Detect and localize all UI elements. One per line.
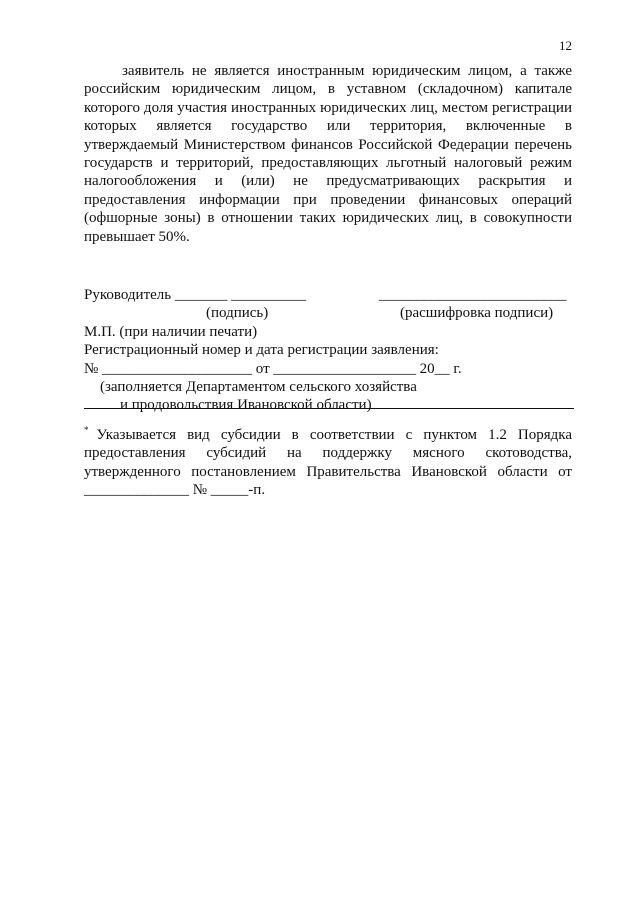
head-signature-line: Руководитель _______ __________	[84, 287, 307, 303]
signature-row	[84, 286, 572, 304]
signature-decryption-line: _________________________	[379, 287, 567, 303]
signature-caption: (подпись)	[206, 305, 269, 322]
department-note-line-2: и продовольствия Ивановской области)	[120, 397, 372, 414]
footnote-text: Указывается вид субсидии в соответствии с пунктом 1.2 Порядка предоставления субсидий на поддержку мясного скотоводства, утвержденного постановлением Правительства Ивановской области от ______________ № _____-п.	[84, 427, 572, 499]
seal-note: М.П. (при наличии печати)	[84, 323, 258, 340]
footnote-mark: *	[84, 425, 89, 435]
registration-label: Регистрационный номер и дата регистрации заявления:	[84, 342, 439, 359]
department-note-line-1: (заполняется Департаментом сельского хозяйства	[100, 379, 417, 395]
footnote	[84, 426, 572, 500]
footnote-divider	[84, 408, 574, 409]
signature-block	[84, 286, 572, 415]
page-number: 12	[559, 38, 572, 53]
signature-caption-row	[84, 304, 572, 322]
decryption-caption: (расшифровка подписи)	[400, 305, 554, 322]
registration-line: № ____________________ от ___________________ 20__ г.	[84, 360, 462, 377]
main-paragraph: заявитель не является иностранным юридическим лицом, а также российским юридическим лицом, в уставном (складочном) капитале которого доля участия иностранных юридических лиц, местом регистрации которых является государство или территория, включенные в утверждаемый Министерством финансов Российской Федерации перечень государств и территорий, предоставляющих льготный налоговый режим налогообложения и (или) не предусматривающих раскрытия и предоставления информации при проведении финансовых операций (офшорные зоны) в отношении таких юридических лиц, в совокупности превышает 50%.	[84, 63, 572, 245]
